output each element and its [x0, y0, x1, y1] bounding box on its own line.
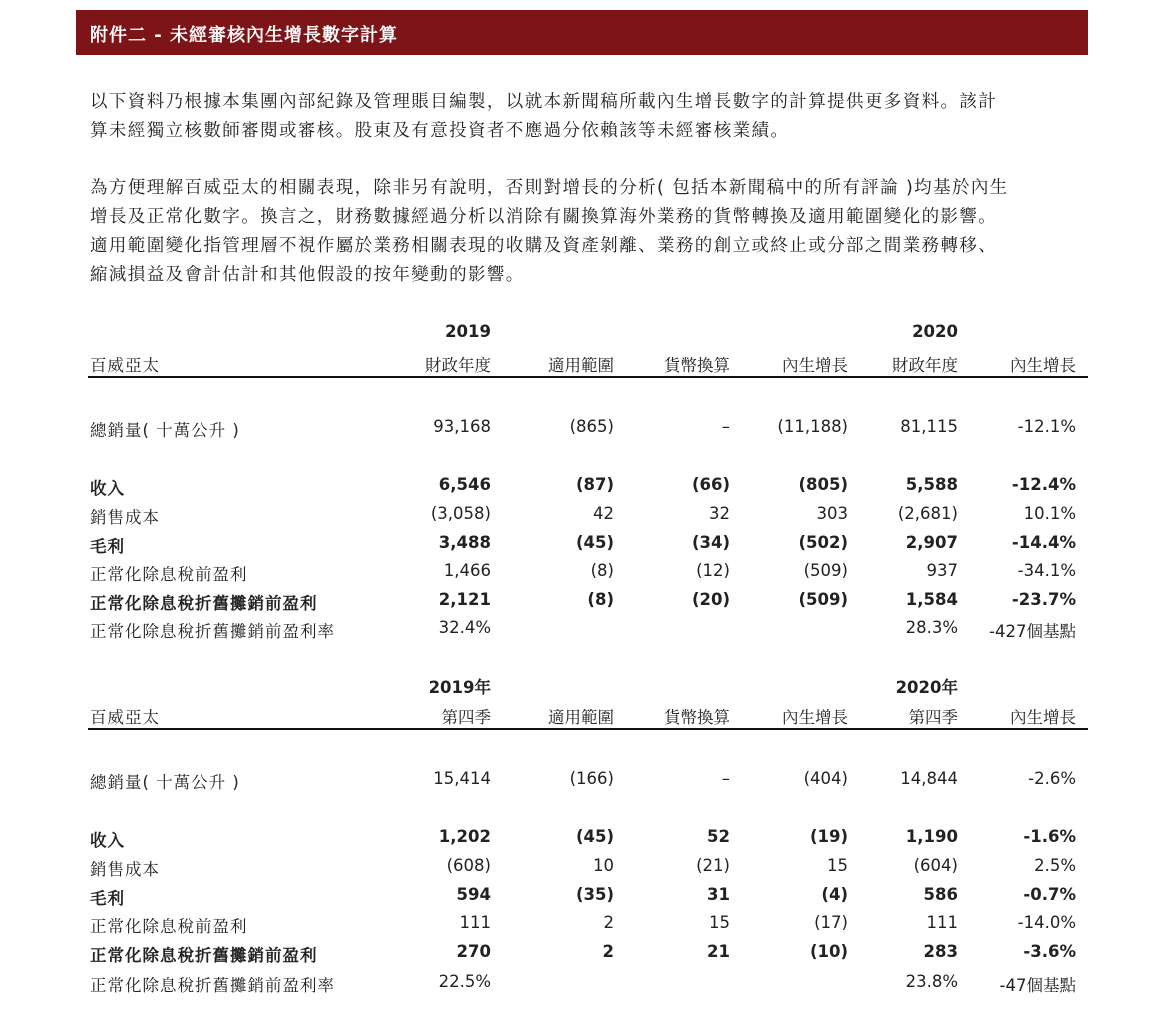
- row-label: 正常化除息稅折舊攤銷前盈利率: [90, 976, 335, 995]
- table-row: [88, 533, 1088, 557]
- cell: 937: [926, 561, 958, 580]
- cell: -427個基點: [989, 622, 1076, 641]
- company-label: 百威亞太: [90, 708, 160, 727]
- cell: 93,168: [433, 417, 491, 436]
- cell: (45): [575, 827, 614, 846]
- table-row: [88, 590, 1088, 614]
- cell: 6,546: [438, 475, 491, 494]
- company-label: 百威亞太: [90, 356, 160, 375]
- cell: 2,907: [905, 533, 958, 552]
- cell: -47個基點: [999, 976, 1076, 995]
- cell: (45): [575, 533, 614, 552]
- cell: (12): [696, 561, 730, 580]
- column-header: 財政年度: [425, 356, 491, 375]
- column-header: 內生增長: [782, 708, 848, 727]
- column-header: 內生增長: [1010, 356, 1076, 375]
- cell: (21): [696, 856, 730, 875]
- column-header: 貨幣換算: [664, 356, 730, 375]
- cell: 5,588: [905, 475, 958, 494]
- page-title: 附件二 - 未經審核內生增長數字計算: [90, 25, 399, 46]
- cell: 1,584: [905, 590, 958, 609]
- cell: -1.6%: [1023, 827, 1076, 846]
- cell: (17): [814, 913, 848, 932]
- header-rule: [88, 376, 1088, 378]
- year-header: 2020年: [895, 678, 958, 697]
- cell: -34.1%: [1017, 561, 1076, 580]
- cell: 42: [593, 504, 614, 523]
- cell: (404): [803, 769, 848, 788]
- year-header: 2019年: [428, 678, 491, 697]
- cell: (865): [569, 417, 614, 436]
- table-row: [88, 942, 1088, 966]
- column-header: 內生增長: [782, 356, 848, 375]
- cell: (20): [691, 590, 730, 609]
- cell: -12.1%: [1017, 417, 1076, 436]
- cell: 81,115: [900, 417, 958, 436]
- column-header-row: [88, 704, 1088, 728]
- column-header: 內生增長: [1010, 708, 1076, 727]
- cell: (11,188): [777, 417, 848, 436]
- paragraph-line: 以下資料乃根據本集團內部紀錄及管理賬目編製，以就本新聞稿所載內生增長數字的計算提供更多資料。該計: [90, 92, 998, 112]
- cell: (8): [587, 590, 614, 609]
- paragraph-line: 縮減損益及會計估計和其他假設的按年變動的影響。: [90, 265, 525, 285]
- cell: -0.7%: [1023, 885, 1076, 904]
- cell: 52: [707, 827, 730, 846]
- paragraph-line: 為方便理解百威亞太的相關表現，除非另有說明，否則對增長的分析( 包括本新聞稿中的所有評論 )均基於內生: [90, 178, 1009, 198]
- cell: -14.0%: [1017, 913, 1076, 932]
- column-header: 第四季: [908, 708, 958, 727]
- cell: 1,190: [905, 827, 958, 846]
- cell: 21: [707, 942, 730, 961]
- row-label: 收入: [90, 479, 125, 498]
- cell: 2,121: [438, 590, 491, 609]
- row-label: 總銷量( 十萬公升 ): [90, 421, 240, 440]
- intro-paragraph: [90, 88, 1090, 146]
- cell: (509): [803, 561, 848, 580]
- header-rule: [88, 728, 1088, 730]
- cell: (502): [798, 533, 848, 552]
- column-header-row: [88, 352, 1088, 376]
- column-header: 適用範圍: [548, 708, 614, 727]
- row-label: 毛利: [90, 889, 125, 908]
- cell: (66): [691, 475, 730, 494]
- cell: (608): [446, 856, 491, 875]
- cell: (2,681): [897, 504, 958, 523]
- cell: (805): [798, 475, 848, 494]
- table-row: [88, 475, 1088, 499]
- paragraph-line: 適用範圍變化指管理層不視作屬於業務相關表現的收購及資產剝離、業務的創立或終止或分部之間業務轉移、: [90, 236, 998, 256]
- cell: -2.6%: [1028, 769, 1076, 788]
- cell: 2: [602, 942, 614, 961]
- cell: 1,202: [438, 827, 491, 846]
- cell: (509): [798, 590, 848, 609]
- column-header: 貨幣換算: [664, 708, 730, 727]
- row-label: 正常化除息稅折舊攤銷前盈利率: [90, 622, 335, 641]
- cell: -23.7%: [1011, 590, 1076, 609]
- table-row: [88, 856, 1088, 880]
- cell: (8): [590, 561, 614, 580]
- row-label: 收入: [90, 831, 125, 850]
- cell: (604): [913, 856, 958, 875]
- cell: 32.4%: [438, 618, 491, 637]
- row-label: 正常化除息稅前盈利: [90, 917, 248, 936]
- cell: 10: [593, 856, 614, 875]
- method-paragraph: [90, 174, 1090, 290]
- cell: 2.5%: [1034, 856, 1076, 875]
- cell: 2: [603, 913, 614, 932]
- cell: 111: [459, 913, 491, 932]
- table-row: [88, 827, 1088, 851]
- paragraph-line: 算未經獨立核數師審閱或審核。股東及有意投資者不應過分依賴該等未經審核業績。: [90, 121, 790, 141]
- cell: 14,844: [900, 769, 958, 788]
- table-row: [88, 504, 1088, 528]
- cell: 15: [827, 856, 848, 875]
- cell: 22.5%: [438, 972, 491, 991]
- cell: 10.1%: [1023, 504, 1076, 523]
- cell: –: [721, 769, 730, 788]
- row-label: 銷售成本: [90, 860, 160, 879]
- year-header-row: [88, 674, 1088, 698]
- row-label: 總銷量( 十萬公升 ): [90, 773, 240, 792]
- cell: 15: [709, 913, 730, 932]
- cell: 270: [456, 942, 491, 961]
- year-header: 2019: [445, 322, 491, 341]
- cell: -12.4%: [1011, 475, 1076, 494]
- table-row: [88, 417, 1088, 441]
- table-row: [88, 618, 1088, 642]
- cell: 1,466: [443, 561, 491, 580]
- cell: 28.3%: [905, 618, 958, 637]
- cell: –: [721, 417, 730, 436]
- table-row: [88, 561, 1088, 585]
- cell: 594: [456, 885, 491, 904]
- cell: (35): [575, 885, 614, 904]
- cell: 31: [707, 885, 730, 904]
- cell: (166): [569, 769, 614, 788]
- row-label: 正常化除息稅前盈利: [90, 565, 248, 584]
- cell: 23.8%: [905, 972, 958, 991]
- cell: (10): [809, 942, 848, 961]
- cell: 3,488: [438, 533, 491, 552]
- cell: (87): [575, 475, 614, 494]
- cell: -14.4%: [1011, 533, 1076, 552]
- cell: 283: [923, 942, 958, 961]
- title-bar: [76, 10, 1088, 55]
- cell: 111: [926, 913, 958, 932]
- row-label: 毛利: [90, 537, 125, 556]
- table-row: [88, 972, 1088, 996]
- table-row: [88, 769, 1088, 793]
- row-label: 正常化除息稅折舊攤銷前盈利: [90, 946, 318, 965]
- table-row: [88, 885, 1088, 909]
- column-header: 第四季: [441, 708, 491, 727]
- year-header-row: [88, 322, 1088, 346]
- table-row: [88, 913, 1088, 937]
- cell: (4): [821, 885, 848, 904]
- cell: -3.6%: [1023, 942, 1076, 961]
- cell: (34): [691, 533, 730, 552]
- paragraph-line: 增長及正常化數字。換言之，財務數據經過分析以消除有關換算海外業務的貨幣轉換及適用範圍變化的影響。: [90, 207, 998, 227]
- cell: 586: [923, 885, 958, 904]
- cell: 32: [709, 504, 730, 523]
- cell: (19): [809, 827, 848, 846]
- cell: (3,058): [430, 504, 491, 523]
- cell: 15,414: [433, 769, 491, 788]
- column-header: 適用範圍: [548, 356, 614, 375]
- cell: 303: [816, 504, 848, 523]
- row-label: 銷售成本: [90, 508, 160, 527]
- row-label: 正常化除息稅折舊攤銷前盈利: [90, 594, 318, 613]
- column-header: 財政年度: [892, 356, 958, 375]
- year-header: 2020: [912, 322, 958, 341]
